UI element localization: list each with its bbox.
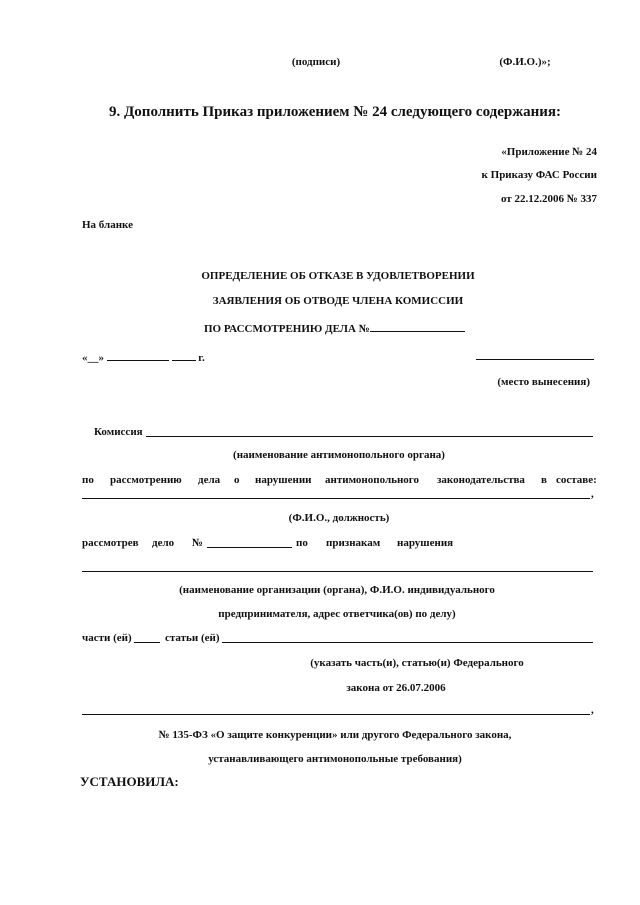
title-line-1: ОПРЕДЕЛЕНИЕ ОБ ОТКАЗЕ В УДОВЛЕТВОРЕНИИ: [201, 270, 475, 282]
word-po: по: [82, 474, 94, 486]
comma-1: ,: [591, 488, 594, 500]
case-no-blank: [207, 547, 292, 548]
signatures-caption: (подписи): [291, 56, 341, 68]
case-number-blank: [370, 321, 465, 332]
word-po-2: по: [296, 537, 308, 549]
place-caption: (место вынесения): [497, 376, 590, 388]
composition-blank: [82, 498, 590, 499]
word-priznakam: признакам: [326, 537, 381, 549]
law-caption2-line-2: устанавливающего антимонопольные требования): [208, 753, 462, 765]
comma-2: ,: [591, 704, 594, 716]
law-caption-line-2: закона от 26.07.2006: [346, 682, 446, 694]
word-v: в: [541, 474, 547, 486]
word-dela: дела: [198, 474, 221, 486]
articles-blank: [222, 642, 593, 643]
law-blank: [82, 714, 590, 715]
appendix-line-2: к Приказу ФАС России: [481, 169, 597, 181]
word-zakonodatelstva: законодательства: [437, 474, 525, 486]
parts-label: части (ей): [82, 632, 132, 644]
date-year-blank: [172, 350, 196, 361]
date-day: «__»: [82, 352, 104, 364]
date-line: [82, 350, 205, 365]
commission-blank: [146, 436, 593, 437]
date-year-suffix: г.: [198, 352, 205, 364]
word-narusheniya: нарушения: [397, 537, 454, 549]
commission-label: Комиссия: [94, 426, 143, 438]
articles-label: статьи (ей): [165, 632, 220, 644]
law-caption-line-1: (указать часть(и), статью(и) Федерального: [310, 657, 524, 669]
title-line-3: ПО РАССМОТРЕНИЮ ДЕЛА №: [204, 321, 465, 336]
word-antimonopolnogo: антимонопольного: [325, 474, 420, 486]
fio-position-caption: (Ф.И.О., должность): [288, 512, 390, 524]
organization-blank: [82, 571, 593, 572]
word-delo: дело: [152, 537, 175, 549]
fio-caption: (Ф.И.О.)»;: [499, 56, 551, 68]
commission-caption: (наименование антимонопольного органа): [233, 449, 445, 461]
parts-blank: [134, 642, 160, 643]
title-line-2: ЗАЯВЛЕНИЯ ОБ ОТВОДЕ ЧЛЕНА КОМИССИИ: [212, 295, 464, 307]
appendix-line-3: от 22.12.2006 № 337: [500, 193, 597, 205]
word-narushenii: нарушении: [255, 474, 312, 486]
appendix-line-1: «Приложение № 24: [501, 146, 597, 158]
place-blank: [476, 359, 594, 360]
word-number-sign: №: [192, 537, 204, 549]
on-blank-note: На бланке: [82, 219, 133, 231]
item-9-text: 9. Дополнить Приказ приложением № 24 следующего содержания:: [108, 104, 562, 120]
org-caption-line-1: (наименование организации (органа), Ф.И.О. индивидуального: [179, 584, 495, 596]
established-heading: УСТАНОВИЛА:: [80, 774, 179, 789]
word-sostave: составе:: [556, 474, 597, 486]
word-rassmotreniyu: рассмотрению: [110, 474, 182, 486]
law-caption2-line-1: № 135-ФЗ «О защите конкуренции» или другого Федерального закона,: [158, 729, 512, 741]
word-o: о: [234, 474, 240, 486]
org-caption-line-2: предпринимателя, адрес ответчика(ов) по делу): [218, 608, 456, 620]
word-rassmotrev: рассмотрев: [82, 537, 139, 549]
date-month-blank: [107, 350, 169, 361]
